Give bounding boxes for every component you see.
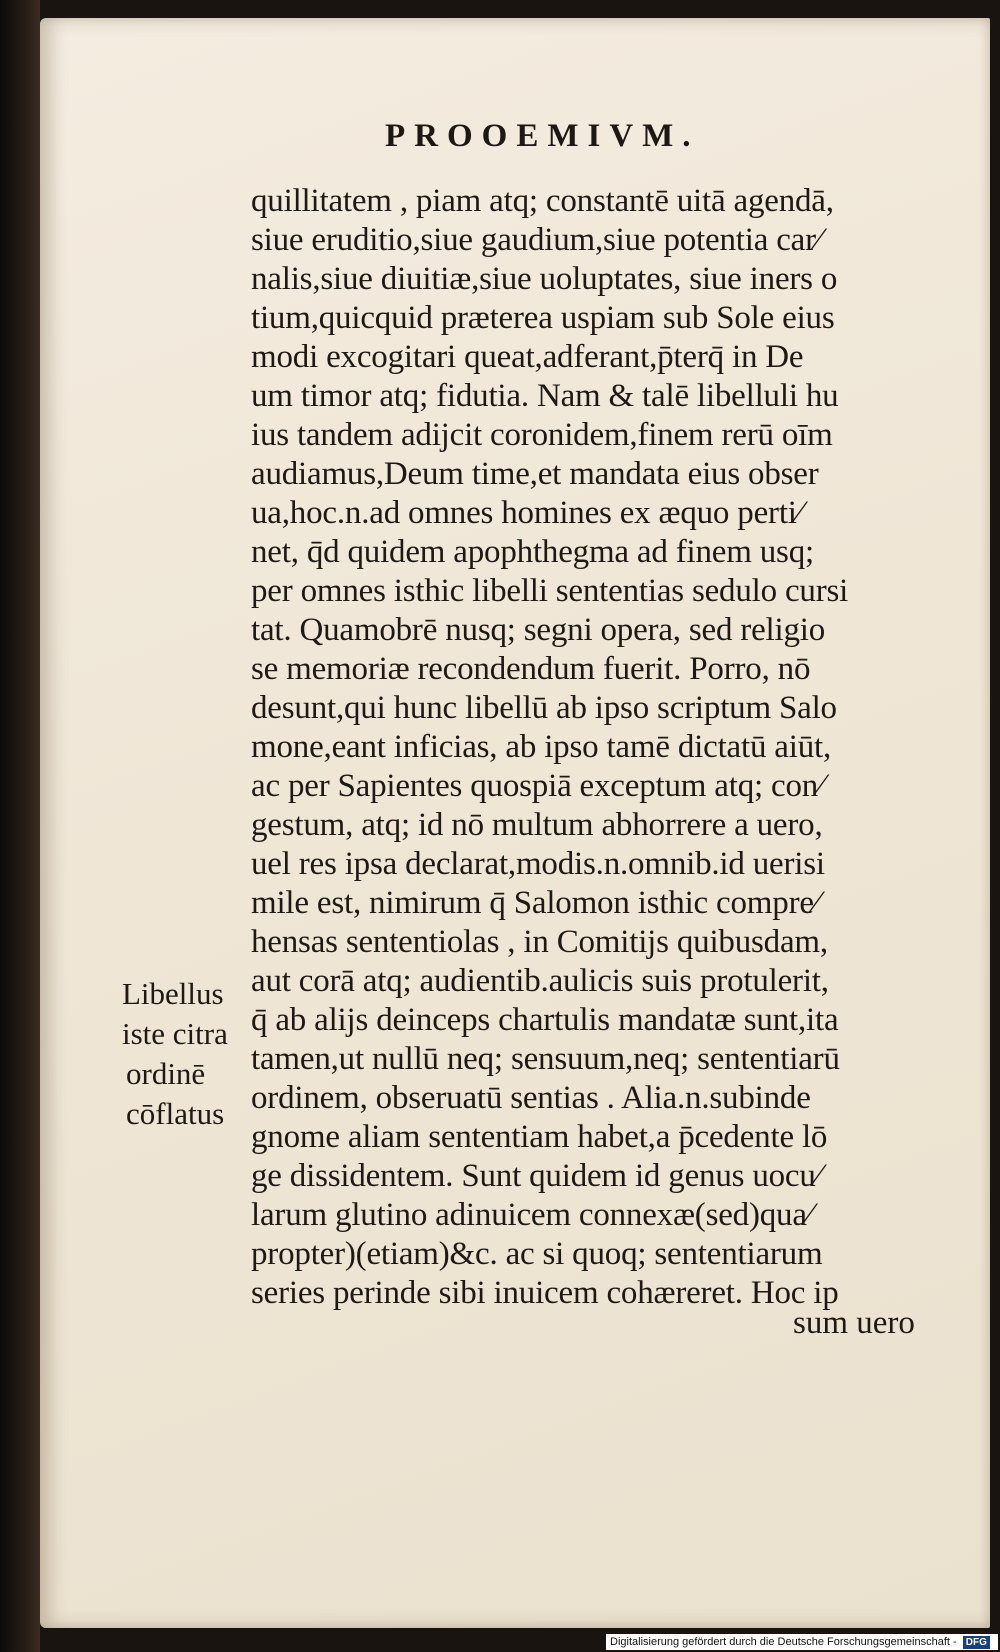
text-line: ua,hoc.n.ad omnes homines ex æquo perti⁄ <box>251 495 803 531</box>
text-line: ac per Sapientes quospiā exceptum atq; con⁄ <box>251 768 824 804</box>
body-text <box>251 182 941 1313</box>
text-line: net, q̄d quidem apophthegma ad finem usq; <box>251 534 814 570</box>
text-line: larum glutino adinuicem connexæ(sed)qua⁄ <box>251 1197 813 1233</box>
text-line: modi excogitari queat,adferant,p̄terq̄ in De <box>251 339 804 375</box>
text-line: ordinem, obseruatū sentias . Alia.n.subinde <box>251 1080 811 1116</box>
digitization-footer <box>606 1634 998 1650</box>
margin-note-line: iste citra <box>122 1016 228 1051</box>
text-line: tat. Quamobrē nusq; segni opera, sed religio <box>251 612 826 648</box>
catchword: sum uero <box>793 1305 915 1341</box>
text-line: q̄ ab alijs deinceps chartulis mandatæ sunt,ita <box>251 1002 839 1038</box>
margin-note-line: cōflatus <box>126 1096 225 1131</box>
margin-note-line: ordinē <box>126 1056 206 1091</box>
text-line: aut corā atq; audientib.aulicis suis protulerit, <box>251 963 829 999</box>
book-spine <box>0 0 40 1652</box>
dfg-logo: DFG <box>963 1636 990 1649</box>
footer-text: Digitalisierung gefördert durch die Deutsche Forschungsgemeinschaft - <box>610 1636 957 1648</box>
text-line: se memoriæ recondendum fuerit. Porro, nō <box>251 651 811 687</box>
text-line: siue eruditio,siue gaudium,siue potentia car⁄ <box>251 222 822 258</box>
running-head: PROOEMIVM. <box>385 118 700 154</box>
text-line: series perinde sibi inuicem cohæreret. Hoc ip <box>251 1275 839 1311</box>
text-line: ius tandem adijcit coronidem,finem rerū oīm <box>251 417 833 453</box>
text-line: quillitatem , piam atq; constantē uitā agendā, <box>251 183 834 219</box>
text-line: gestum, atq; id nō multum abhorrere a uero, <box>251 807 823 843</box>
text-line: mone,eant inficias, ab ipso tamē dictatū aiūt, <box>251 729 832 765</box>
margin-note-line: Libellus <box>122 976 224 1011</box>
text-line: ge dissidentem. Sunt quidem id genus uocu⁄ <box>251 1158 821 1194</box>
margin-note <box>122 974 252 1134</box>
text-line: per omnes isthic libelli sententias sedulo cursi <box>251 573 849 609</box>
text-line: um timor atq; fidutia. Nam & talē libelluli hu <box>251 378 839 414</box>
text-line: propter)(etiam)&c. ac si quoq; sententiarum <box>251 1236 823 1272</box>
text-line: mile est, nimirum q̄ Salomon isthic compre⁄ <box>251 885 820 921</box>
text-line: tium,quicquid præterea uspiam sub Sole eius <box>251 300 835 336</box>
text-line: hensas sententiolas , in Comitijs quibusdam, <box>251 924 828 960</box>
text-line: nalis,siue diuitiæ,siue uoluptates, siue iners o <box>251 261 838 297</box>
text-line: audiamus,Deum time,et mandata eius obser <box>251 456 819 492</box>
text-line: desunt,qui hunc libellū ab ipso scriptum Salo <box>251 690 837 726</box>
text-line: uel res ipsa declarat,modis.n.omnib.id uerisi <box>251 846 825 882</box>
text-line: tamen,ut nullū neq; sensuum,neq; sententiarū <box>251 1041 840 1077</box>
text-line: gnome aliam sententiam habet,a p̄cedente lō <box>251 1119 828 1155</box>
